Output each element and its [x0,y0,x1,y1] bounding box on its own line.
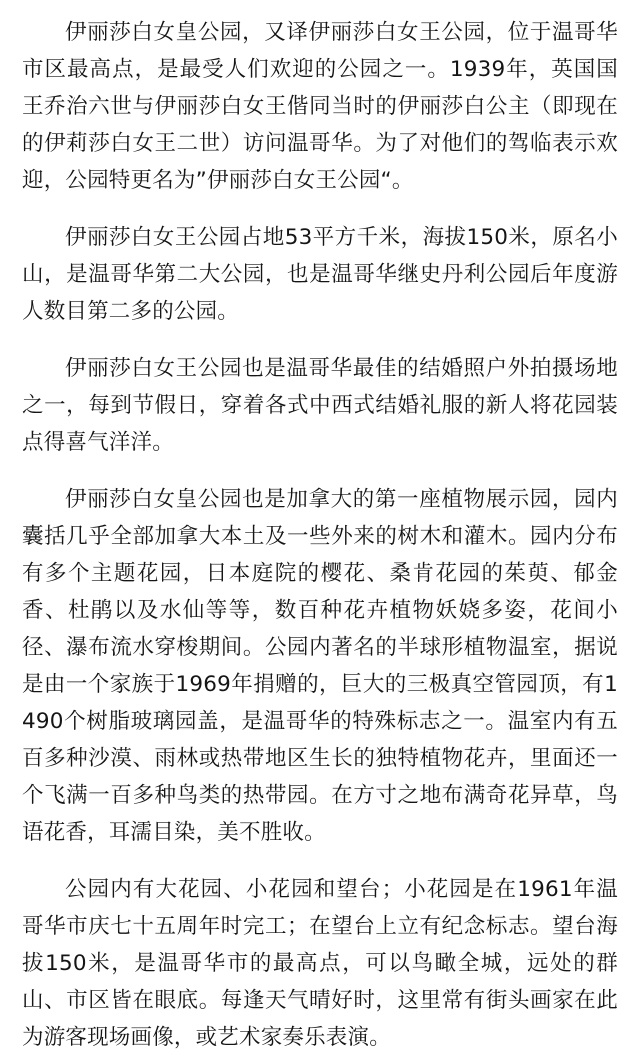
paragraph-2: 伊丽莎白女王公园占地53平方千米，海拔150米，原名小山，是温哥华第二大公园，也是温哥华继史丹利公园后年度游人数目第二多的公园。 [22,225,618,324]
paragraph-4: 伊丽莎白女皇公园也是加拿大的第一座植物展示园，园内囊括几乎全部加拿大本土及一些外来的树木和灌木。园内分布有多个主题花园，日本庭院的樱花、桑肯花园的茱萸、郁金香、杜鹃以及水仙等等，数百种花卉植物妖娆多姿，花间小径、瀑布流水穿梭期间。公园内著名的半球形植物温室，据说是由一个家族于1969年捐赠的，巨大的三极真空管园顶，有1490个树脂玻璃园盖，是温哥华的特殊标志之一。温室内有五百多种沙漠、雨林或热带地区生长的独特植物花卉，里面还一个飞满一百多种鸟类的热带园。在方寸之地布满奇花异草，鸟语花香，耳濡目染，美不胜收。 [22,487,618,845]
paragraph-1: 伊丽莎白女皇公园，又译伊丽莎白女王公园，位于温哥华市区最高点，是最受人们欢迎的公园之一。1939年，英国国王乔治六世与伊丽莎白女王偕同当时的伊丽莎白公主（即现在的伊莉莎白女王二世）访问温哥华。为了对他们的驾临表示欢迎，公园特更名为”伊丽莎白女王公园“。 [22,20,618,193]
paragraph-3: 伊丽莎白女王公园也是温哥华最佳的结婚照户外拍摄场地之一，每到节假日，穿着各式中西式结婚礼服的新人将花园装点得喜气洋洋。 [22,356,618,455]
paragraph-5: 公园内有大花园、小花园和望台；小花园是在1961年温哥华市庆七十五周年时完工；在望台上立有纪念标志。望台海拔150米，是温哥华市的最高点，可以鸟瞰全城，远处的群山、市区皆在眼底。每逢天气晴好时，这里常有街头画家在此为游客现场画像，或艺术家奏乐表演。 [22,877,618,1050]
